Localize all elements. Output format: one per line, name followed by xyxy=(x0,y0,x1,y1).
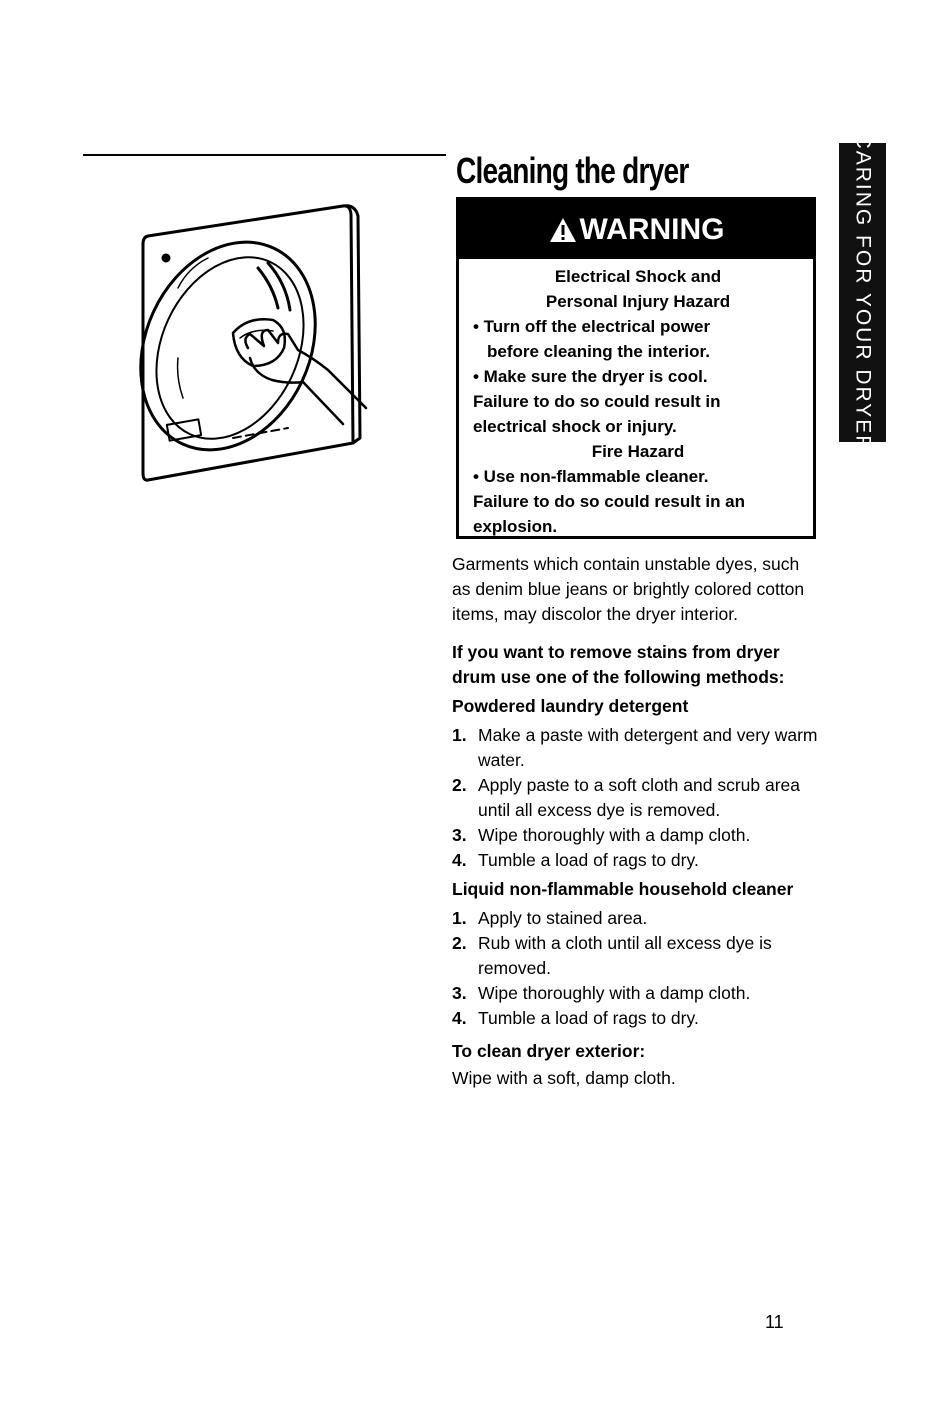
step-text: Tumble a load of rags to dry. xyxy=(478,1008,699,1028)
hazard1-title-line2: Personal Injury Hazard xyxy=(545,292,731,311)
page-number: 11 xyxy=(765,1312,784,1332)
list-item xyxy=(452,773,822,823)
consequence2-line2: explosion. xyxy=(473,517,558,536)
warning-bullet-power xyxy=(473,314,803,364)
exterior-text: Wipe with a soft, damp cloth. xyxy=(452,1068,676,1088)
header-rule xyxy=(83,154,446,156)
step-number: 3. xyxy=(452,825,467,845)
step-text: Wipe thoroughly with a damp cloth. xyxy=(478,983,751,1003)
step-text: Tumble a load of rags to dry. xyxy=(478,850,699,870)
step-text: Rub with a cloth until all excess dye is removed. xyxy=(478,933,772,978)
step-number: 4. xyxy=(452,850,467,870)
step-text: Wipe thoroughly with a damp cloth. xyxy=(478,825,751,845)
step-text: Make a paste with detergent and very warm water. xyxy=(478,725,818,770)
step-number: 2. xyxy=(452,933,467,953)
warning-bullet-cool: • Make sure the dryer is cool. xyxy=(473,367,708,386)
step-number: 4. xyxy=(452,1008,467,1028)
hazard1-title-line1: Electrical Shock and xyxy=(554,267,722,286)
bullet1-line2: before cleaning the interior. xyxy=(487,342,710,361)
list-item xyxy=(452,1006,822,1031)
warning-box xyxy=(456,197,816,539)
section-side-tab xyxy=(839,133,886,452)
step-text: Apply paste to a soft cloth and scrub area until all excess dye is removed. xyxy=(478,775,800,820)
step-number: 1. xyxy=(452,908,467,928)
list-item xyxy=(452,931,822,981)
hazard2-title: Fire Hazard xyxy=(591,442,685,461)
page-title: Cleaning the dryer xyxy=(456,150,689,191)
dryer-drum-cleaning-illustration xyxy=(138,198,370,488)
list-item xyxy=(452,823,822,848)
warning-header xyxy=(459,200,813,259)
warning-heading: WARNING xyxy=(579,212,725,246)
warning-triangle-icon xyxy=(548,216,578,244)
list-item xyxy=(452,848,822,873)
list-item xyxy=(452,723,822,773)
bullet1-line1: • Turn off the electrical power xyxy=(473,317,711,336)
step-text: Apply to stained area. xyxy=(478,908,648,928)
warning-bullet-cleaner: • Use non-flammable cleaner. xyxy=(473,467,709,486)
step-number: 2. xyxy=(452,775,467,795)
consequence1-line1: Failure to do so could result in xyxy=(473,392,721,411)
list-item xyxy=(452,906,822,931)
method2-heading: Liquid non-flammable household cleaner xyxy=(452,879,794,899)
consequence2-line1: Failure to do so could result in an xyxy=(473,492,746,511)
step-number: 3. xyxy=(452,983,467,1003)
stains-heading: If you want to remove stains from dryer drum use one of the following methods: xyxy=(452,642,785,687)
step-number: 1. xyxy=(452,725,467,745)
intro-paragraph: Garments which contain unstable dyes, such as denim blue jeans or brightly colored cotton items, may discolor the dryer interior. xyxy=(452,554,805,624)
consequence1-line2: electrical shock or injury. xyxy=(473,417,677,436)
list-item xyxy=(452,981,822,1006)
method1-heading: Powdered laundry detergent xyxy=(452,696,689,716)
instructions-body xyxy=(452,552,822,1091)
exterior-heading: To clean dryer exterior: xyxy=(452,1041,646,1061)
side-tab-label: CARING FOR YOUR DRYER xyxy=(851,133,875,452)
